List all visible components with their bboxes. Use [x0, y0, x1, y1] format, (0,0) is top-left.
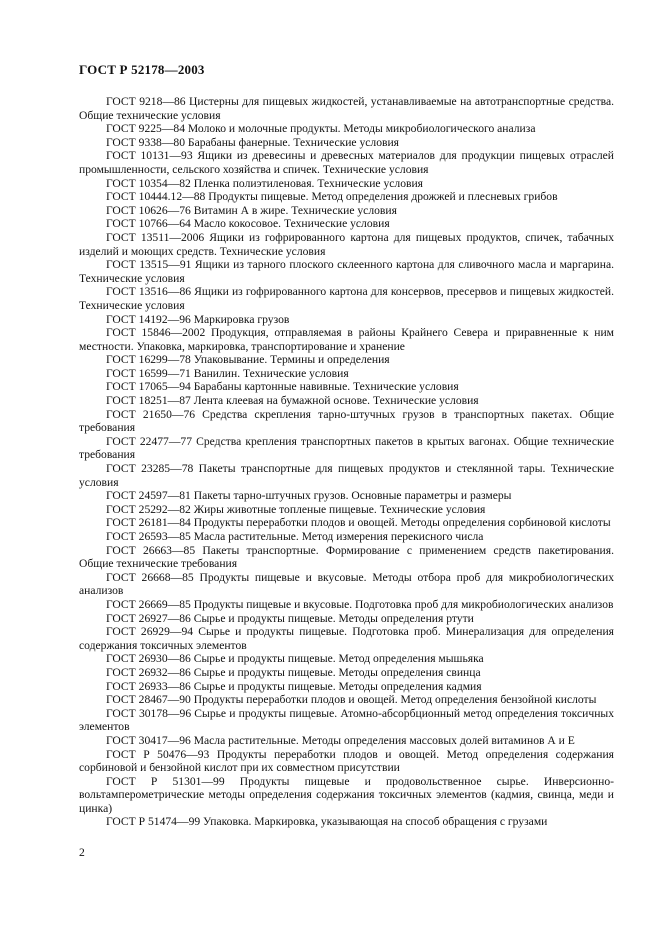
page-header: ГОСТ Р 52178—2003 [79, 62, 205, 77]
reference-item: ГОСТ Р 50476—93 Продукты переработки плодов и овощей. Метод определения содержания сорбиновой и бензойной кислот при их совместном присутствии [79, 747, 614, 775]
reference-item: ГОСТ 10131—93 Ящики из древесины и древесных материалов для продукции пищевых отраслей промышленности, сельского хозяйства и спичек. Технические условия [79, 149, 614, 176]
reference-item: ГОСТ 30417—96 Масла растительные. Методы определения массовых долей витаминов А и Е [106, 733, 575, 747]
reference-item: ГОСТ 9218—86 Цистерны для пищевых жидкостей, устанавливаемые на автотранспортные средства. Общие технические условия [79, 95, 614, 122]
reference-item: ГОСТ 26669—85 Продукты пищевые и вкусовые. Подготовка проб для микробиологических анализов [106, 597, 614, 611]
reference-item: ГОСТ 13515—91 Ящики из тарного плоского склеенного картона для сливочного масла и маргарина. Технические условия [79, 258, 614, 285]
reference-item: ГОСТ Р 51301—99 Продукты пищевые и продовольственное сырье. Инверсионно-вольтамперометрические методы определения содержания токсичных элементов (кадмия, свинца, меди и цинка) [79, 774, 614, 815]
reference-item: ГОСТ 10444.12—88 Продукты пищевые. Метод определения дрожжей и плесневых грибов [106, 190, 558, 204]
reference-item: ГОСТ 26181—84 Продукты переработки плодов и овощей. Методы определения сорбиновой кислоты [106, 516, 611, 530]
reference-item: ГОСТ 24597—81 Пакеты тарно-штучных грузов. Основные параметры и размеры [106, 489, 512, 503]
reference-item: ГОСТ 10626—76 Витамин А в жире. Технические условия [106, 203, 397, 217]
reference-item: ГОСТ 30178—96 Сырье и продукты пищевые. Атомно-абсорбционный метод определения токсичных элементов [79, 706, 614, 734]
reference-item: ГОСТ 26927—86 Сырье и продукты пищевые. Методы определения ртути [106, 611, 474, 625]
reference-item: ГОСТ 21650—76 Средства скрепления тарно-штучных грузов в транспортных пакетах. Общие требования [79, 407, 614, 435]
reference-item: ГОСТ 26668—85 Продукты пищевые и вкусовые. Методы отбора проб для микробиологических анализов [79, 570, 614, 598]
reference-item: ГОСТ 15846—2002 Продукция, отправляемая в районы Крайнего Севера и приравненные к ним местности. Упаковка, маркировка, транспортирование и хранение [79, 326, 614, 353]
normative-references-list [79, 95, 614, 829]
reference-item: ГОСТ 26593—85 Масла растительные. Метод измерения перекисного числа [106, 530, 484, 543]
reference-item: ГОСТ 9338—80 Барабаны фанерные. Технические условия [106, 135, 400, 149]
reference-item: ГОСТ 22477—77 Средства крепления транспортных пакетов в крытых вагонах. Общие технические требования [79, 434, 614, 462]
reference-item: ГОСТ 9225—84 Молоко и молочные продукты. Методы микробиологического анализа [106, 122, 536, 136]
reference-item: ГОСТ 26933—86 Сырье и продукты пищевые. Методы определения кадмия [106, 679, 482, 693]
reference-item: ГОСТ 13511—2006 Ящики из гофрированного картона для пищевых продуктов, спичек, табачных изделий и моющих средств. Технические условия [79, 230, 614, 258]
reference-item: ГОСТ 26929—94 Сырье и продукты пищевые. Подготовка проб. Минерализация для определения содержания токсичных элементов [79, 625, 614, 652]
reference-item: ГОСТ 28467—90 Продукты переработки плодов и овощей. Метод определения бензойной кислоты [106, 693, 597, 707]
reference-item: ГОСТ 13516—86 Ящики из гофрированного картона для консервов, пресервов и пищевых жидкостей. Технические условия [79, 285, 614, 312]
page-number: 2 [79, 846, 85, 859]
reference-item: ГОСТ 16599—71 Ванилин. Технические условия [106, 366, 349, 380]
reference-item: ГОСТ 10354—82 Пленка полиэтиленовая. Технические условия [106, 176, 424, 190]
reference-item: ГОСТ Р 51474—99 Упаковка. Маркировка, указывающая на способ обращения с грузами [106, 815, 548, 829]
reference-item: ГОСТ 26930—86 Сырье и продукты пищевые. Метод определения мышьяка [106, 652, 484, 666]
reference-item: ГОСТ 26932—86 Сырье и продукты пищевые. Методы определения свинца [106, 665, 481, 679]
reference-item: ГОСТ 16299—78 Упаковывание. Термины и определения [106, 353, 390, 367]
reference-item: ГОСТ 14192—96 Маркировка грузов [106, 312, 290, 326]
reference-item: ГОСТ 17065—94 Барабаны картонные навивные. Технические условия [106, 380, 459, 394]
reference-item: ГОСТ 10766—64 Масло кокосовое. Технические условия [106, 217, 390, 231]
reference-item: ГОСТ 26663—85 Пакеты транспортные. Формирование с применением средств пакетирования. Общие технические требования [79, 543, 614, 571]
reference-item: ГОСТ 23285—78 Пакеты транспортные для пищевых продуктов и стеклянной тары. Технические условия [79, 462, 614, 489]
reference-item: ГОСТ 18251—87 Лента клеевая на бумажной основе. Технические условия [106, 394, 479, 408]
reference-item: ГОСТ 25292—82 Жиры животные топленые пищевые. Технические условия [106, 502, 486, 516]
